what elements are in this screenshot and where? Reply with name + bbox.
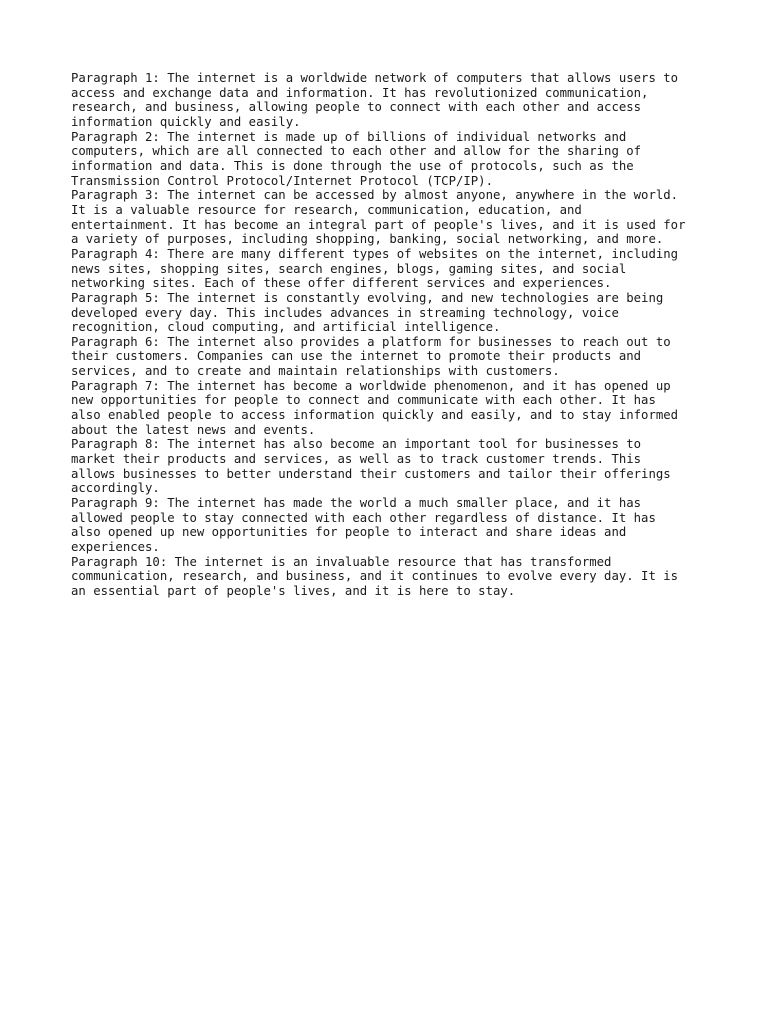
text-line: information quickly and easily. (71, 114, 301, 129)
text-line: a variety of purposes, including shopping, banking, social networking, and more. (71, 232, 664, 247)
text-line: services, and to create and maintain relationships with customers. (71, 364, 560, 379)
text-line: Paragraph 6: The internet also provides a platform for businesses to reach out to (71, 334, 671, 349)
text-line: research, and business, allowing people to connect with each other and access (71, 100, 642, 115)
text-line: an essential part of people's lives, and it is here to stay. (71, 583, 516, 598)
text-line: experiences. (71, 540, 160, 554)
text-line: access and exchange data and information. It has revolutionized communication, (71, 85, 649, 100)
text-line: communication, research, and business, and it continues to evolve every day. It is (71, 569, 679, 584)
text-line: accordingly. (71, 481, 160, 496)
text-line: Paragraph 3: The internet can be accessed by almost anyone, anywhere in the world. (71, 188, 679, 203)
text-line: allowed people to stay connected with each other regardless of distance. It has (71, 510, 656, 525)
text-line: Paragraph 5: The internet is constantly evolving, and new technologies are being (71, 290, 664, 305)
text-line: Paragraph 9: The internet has made the world a much smaller place, and it has (71, 496, 642, 511)
text-line: Paragraph 1: The internet is a worldwide network of computers that allows users to (71, 71, 679, 85)
text-line: Paragraph 8: The internet has also become an important tool for businesses to (71, 437, 642, 452)
text-line: Paragraph 7: The internet has become a worldwide phenomenon, and it has opened up (71, 378, 671, 393)
text-line: new opportunities for people to connect and communicate with each other. It has (71, 393, 656, 408)
text-line: It is a valuable resource for research, communication, education, and (71, 202, 582, 217)
text-line: Paragraph 2: The internet is made up of billions of individual networks and (71, 129, 627, 144)
text-line: also enabled people to access information quickly and easily, and to stay informed (71, 408, 679, 423)
text-line: networking sites. Each of these offer different services and experiences. (71, 276, 612, 291)
text-line: also opened up new opportunities for people to interact and share ideas and (71, 525, 627, 540)
document-page (71, 71, 711, 599)
text-line: news sites, shopping sites, search engines, blogs, gaming sites, and social (71, 261, 627, 276)
text-line: recognition, cloud computing, and artificial intelligence. (71, 320, 501, 335)
text-line: about the latest news and events. (71, 422, 316, 437)
text-line: market their products and services, as well as to track customer trends. This (71, 452, 642, 467)
text-line: developed every day. This includes advances in streaming technology, voice (71, 305, 619, 320)
text-line: information and data. This is done through the use of protocols, such as the (71, 158, 634, 173)
text-line: Paragraph 10: The internet is an invaluable resource that has transformed (71, 554, 612, 569)
text-line: allows businesses to better understand their customers and tailor their offerings (71, 466, 671, 481)
text-line: entertainment. It has become an integral part of people's lives, and it is used for (71, 217, 686, 232)
text-line: computers, which are all connected to each other and allow for the sharing of (71, 144, 642, 159)
text-line: Paragraph 4: There are many different types of websites on the internet, including (71, 246, 679, 261)
text-line: their customers. Companies can use the internet to promote their products and (71, 349, 642, 364)
text-line: Transmission Control Protocol/Internet Protocol (TCP/IP). (71, 173, 493, 188)
